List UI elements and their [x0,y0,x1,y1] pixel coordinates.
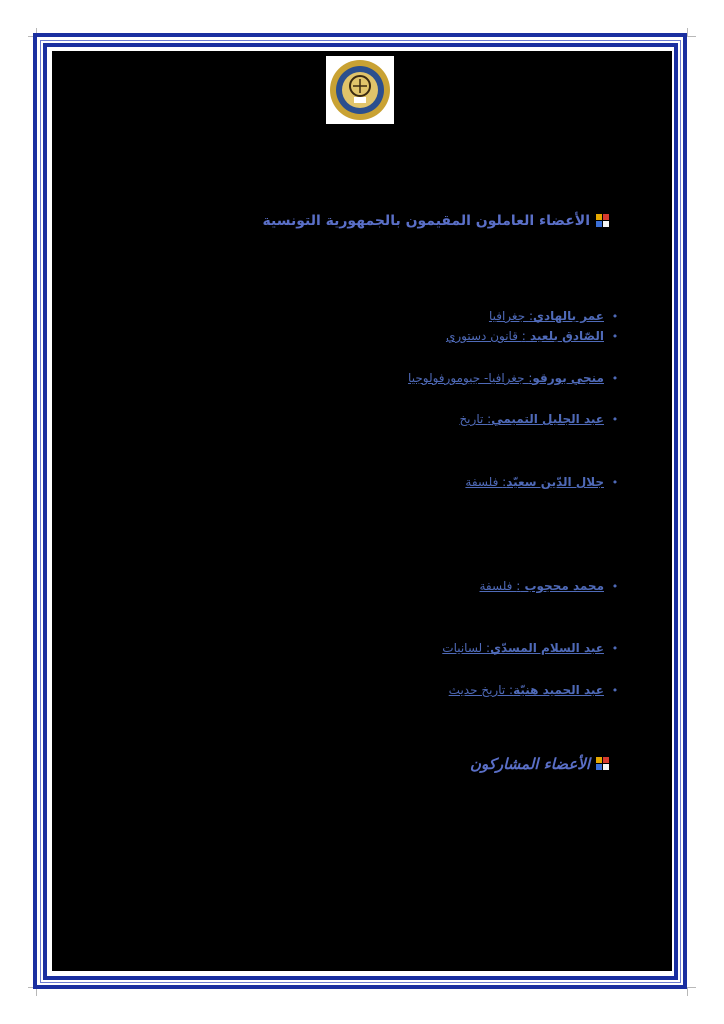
member-item [480,579,623,593]
member-name: جلال الدّين سعيّد [506,475,604,489]
member-field: تاريخ [459,412,488,426]
bullet-icon: • [611,329,619,343]
member-text: محمد محجوب : فلسفة [479,579,604,593]
member-name: الصّادق بلعيد [525,329,604,343]
bullet-icon: • [611,412,619,426]
member-text: جلال الدّين سعيّد: فلسفة [465,475,604,489]
member-name: عبد السلام المسدّي [490,641,604,655]
member-text: عبد الحميد هنيّة: تاريخ حديث [448,683,604,697]
member-name: عبد الحميد هنيّة [513,683,604,697]
member-field: جغرافيا- جيومورفولوجيا [408,371,529,385]
member-name: محمد محجوب [520,579,604,593]
member-name: عبد الجليل التميمي [491,412,604,426]
member-text: الصّادق بلعيد : قانون دستوري [445,329,604,343]
member-text: منجي بورقو: جغرافيا- جيومورفولوجيا [408,371,604,385]
member-item [489,309,622,323]
heading-participant-members-text: الأعضاء المشاركون [469,755,590,773]
member-item [465,475,622,489]
document-page [52,51,672,971]
bullet-icon: • [611,309,619,323]
member-item [446,329,622,343]
member-item [408,371,622,385]
member-field: تاريخ حديث [448,683,510,697]
member-item [442,641,622,655]
member-item [459,412,622,426]
academy-seal-icon [329,59,391,121]
windows-flag-icon [596,757,610,771]
member-field: قانون دستوري [445,329,522,343]
member-name: عمر بالهادي [533,309,604,323]
academy-logo [326,56,394,124]
crop-mark-top-right [687,28,696,37]
heading-participant-members [470,755,610,773]
bullet-icon: • [611,641,619,655]
member-field: فلسفة [479,579,517,593]
windows-flag-icon [596,214,610,228]
member-text: عبد الجليل التميمي: تاريخ [459,412,604,426]
bullet-icon: • [611,475,619,489]
member-field: لسانيات [442,641,487,655]
heading-resident-members-text: الأعضاء العاملون المقيمون بالجمهورية التونسية [262,213,590,229]
bullet-icon: • [611,579,619,593]
bullet-icon: • [611,371,619,385]
member-field: جغرافيا [488,309,529,323]
member-name: منجي بورقو [532,371,604,385]
crop-mark-bottom-right [687,987,696,996]
member-item [449,683,622,697]
member-text: عمر بالهادي: جغرافيا [488,309,604,323]
bullet-icon: • [611,683,619,697]
heading-resident-members [263,213,611,229]
member-text: عبد السلام المسدّي: لسانيات [442,641,604,655]
member-field: فلسفة [465,475,503,489]
